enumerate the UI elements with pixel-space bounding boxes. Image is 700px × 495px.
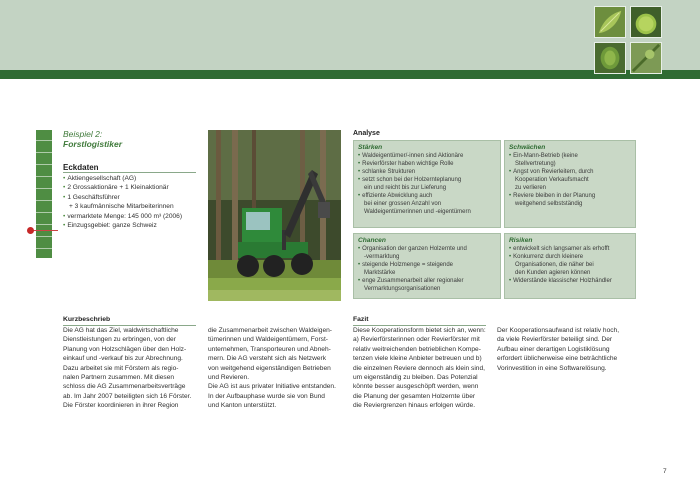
scale-marker-line — [30, 230, 58, 231]
example-name: Forstlogistiker — [63, 139, 123, 149]
list-item: • entwickelt sich langsamer als erhofft — [509, 246, 610, 252]
kurzbeschrieb-column-1: Die AG hat das Ziel, waldwirtschaftliche Dienstleistungen zu erbringen, von der Planung von Holzschlägen über den Holz- einkauf und -verkauf bis zur Abrechnung. Dazu arbeitet sie mit Förstern als regio- nalen Partnern zusammen. Mit diesen schloss die AG Zusammenarbeitsverträge ab. Im Jahr 2007 beteiligten sich 16 Förster. Die Förster koordinieren in ihrer Region — [63, 327, 192, 410]
list-item: • Waldeigentümer/-innen sind Aktionäre — [358, 153, 464, 159]
list-item: Stellvertretung) — [515, 161, 556, 167]
eckdaten-rule — [63, 172, 196, 173]
list-item: Vermarktungsorganisationen — [364, 286, 441, 292]
branch-photo-thumbnail — [630, 42, 662, 74]
cone-photo-thumbnail — [594, 42, 626, 74]
eckdaten-list — [63, 174, 203, 230]
list-item: zu verlieren — [515, 185, 547, 191]
analyse-title: Analyse — [353, 130, 380, 137]
position-scale — [36, 130, 52, 258]
list-item: • vermarktete Menge: 145 000 m³ (2006) — [63, 212, 183, 220]
list-item: • Ein-Mann-Betrieb (keine — [509, 153, 578, 159]
list-item: • setzt schon bei der Holzernteplanung — [358, 177, 462, 183]
list-item: • Angst von Revierleitern, durch — [509, 169, 594, 175]
list-item: • effiziente Abwicklung auch — [358, 193, 433, 199]
chestnut-photo-thumbnail — [630, 6, 662, 38]
list-item: • Organisation der ganzen Holzernte und — [358, 246, 467, 252]
list-item: Waldeigentümerinnen und -eigentümern — [364, 209, 471, 215]
kurzbeschrieb-column-2: die Zusammenarbeit zwischen Waldeigen- tümerinnen und Waldeigentümern, Forst- unternehmen, Transporteuren und Abneh- mern. Die AG versteht sich als Netzwerk von weitgehend eigenständigen Betrieben und Revieren. Die AG ist aus privater Initiative entstanden. In der Aufbauphase wurde sie von Bund und Kanton unterstützt. — [208, 327, 336, 410]
list-item: • Widerstände klassischer Holzhändler — [509, 278, 612, 284]
list-item: Marktstärke — [364, 270, 396, 276]
list-item: den Kunden agieren können — [515, 270, 591, 276]
example-label: Beispiel 2: — [63, 129, 103, 139]
list-item: • Aktiengesellschaft (AG) — [63, 175, 137, 182]
list-item: + 3 kaufmännische Mitarbeiterinnen — [69, 203, 174, 211]
fazit-column-1: Diese Kooperationsform bietet sich an, wenn: a) Revierförsterinnen oder Revierförster mit relativ weitreichenden betrieblichen Kompe- tenzen viele kleine Anbieter betreuen und b) die einzelnen Reviere dennoch als klein sind, um eigenständig zu bleiben. Das Potenzial könnte besser ausgeschöpft werden, wenn die Planung der gesamten Holzernte über die Reviergrenzen hinaus erfolgen würde. — [353, 327, 486, 410]
thumbnail-group — [594, 6, 664, 76]
list-item: • steigende Holzmenge = steigende — [358, 262, 454, 268]
schwaechen-title: Schwächen — [509, 144, 546, 151]
list-item: bei einer grossen Anzahl von — [364, 201, 442, 207]
list-item: • Revierförster haben wichtige Rolle — [358, 161, 454, 167]
eckdaten-title: Eckdaten — [63, 163, 99, 172]
kurzbeschrieb-title: Kurzbeschrieb — [63, 316, 111, 323]
list-item: ein und reicht bis zur Lieferung — [364, 185, 447, 191]
list-item: • 2 Grossaktionäre + 1 Kleinaktionär — [63, 184, 169, 192]
risiken-title: Risiken — [509, 237, 533, 244]
list-item: • Reviere bleiben in der Planung — [509, 193, 596, 199]
chancen-title: Chancen — [358, 237, 386, 244]
list-item: • Einzugsgebiet: ganze Schweiz — [63, 222, 157, 230]
list-item: • Konkurrenz durch kleinere — [509, 254, 584, 260]
list-item: weitgehend selbstständig — [515, 201, 583, 207]
harvester-photo — [208, 130, 341, 301]
list-item: • schlanke Strukturen — [358, 169, 416, 175]
list-item: -vermarktung — [364, 254, 400, 260]
risiken-box — [504, 233, 636, 299]
page-number: 7 — [663, 468, 667, 475]
scale-marker-dot — [27, 227, 34, 234]
list-item: • 1 Geschäftsführer — [63, 193, 120, 201]
staerken-box — [353, 140, 501, 228]
list-item: Organisationen, die näher bei — [515, 262, 594, 268]
staerken-title: Stärken — [358, 144, 383, 151]
schwaechen-box — [504, 140, 636, 228]
fazit-title: Fazit — [353, 316, 369, 323]
list-item: Kooperation Verkaufsmacht — [515, 177, 589, 183]
fazit-column-2: Der Kooperationsaufwand ist relativ hoch, da viele Revierförster beteiligt sind. Der Aufbau einer derartigen Logistiklösung erfordert üblicherweise eine beträchtliche Vorinvestition in eine Softwarelösung. — [497, 327, 620, 372]
leaf-photo-thumbnail — [594, 6, 626, 38]
chancen-box — [353, 233, 501, 299]
list-item: • enge Zusammenarbeit aller regionaler — [358, 278, 464, 284]
